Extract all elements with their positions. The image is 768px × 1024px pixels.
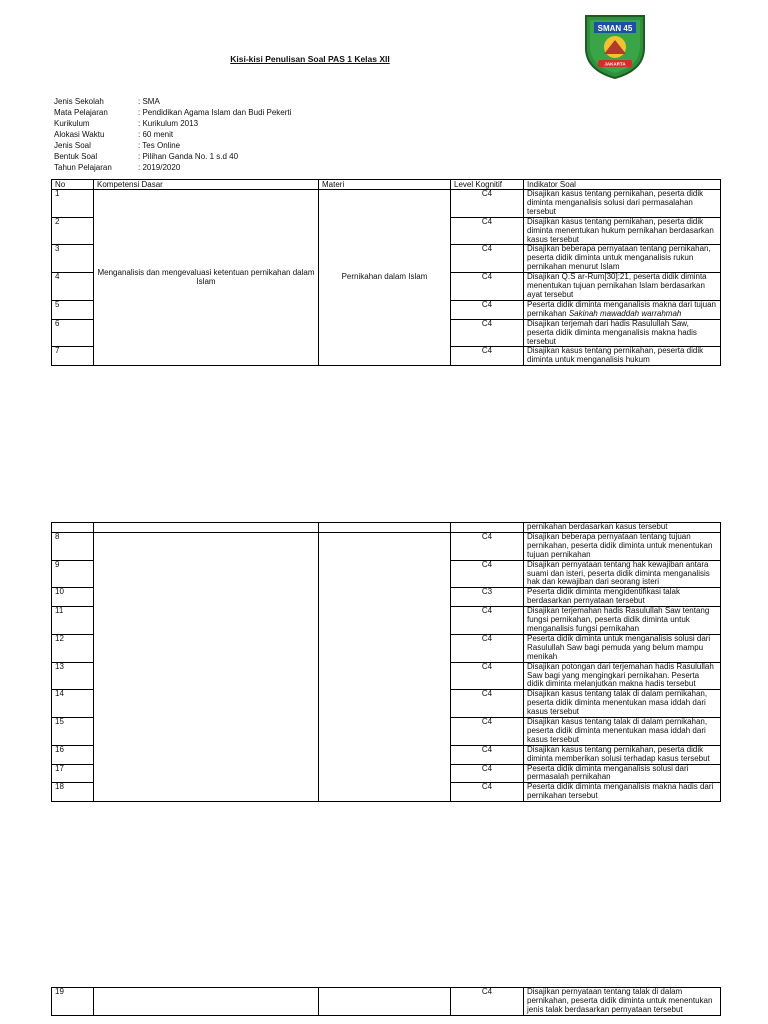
cell-no: 9 bbox=[52, 560, 94, 588]
cell-indikator: Disajikan pernyataan tentang talak di dalam pernikahan, peserta didik diminta untuk menentukan jenis talak berdasarkan pernyataan tersebut bbox=[524, 988, 721, 1016]
cell-no: 1 bbox=[52, 190, 94, 218]
cell-materi-empty bbox=[319, 532, 451, 801]
cell-no: 14 bbox=[52, 690, 94, 718]
cell-indikator: Peserta didik diminta menganalisis solusi dari permasalah pernikahan bbox=[524, 764, 721, 783]
meta-row bbox=[54, 140, 291, 151]
logo-ribbon-text: JAKARTA bbox=[604, 61, 626, 67]
cell-indikator: Disajikan kasus tentang pernikahan, peserta didik diminta untuk menganalisis hukum bbox=[524, 347, 721, 366]
header-no: No bbox=[52, 180, 94, 190]
cell-no: 18 bbox=[52, 783, 94, 802]
cell-indikator: Disajikan terjemah dari hadis Rasulullah Saw, peserta didik diminta menganalisis makna hadis tersebut bbox=[524, 319, 721, 347]
document-title: Kisi-kisi Penulisan Soal PAS 1 Kelas XII bbox=[230, 54, 390, 64]
table-row bbox=[52, 523, 721, 533]
kisi-kisi-table-part-1 bbox=[51, 179, 721, 366]
cell-materi-empty bbox=[319, 988, 451, 1016]
cell-no: 13 bbox=[52, 662, 94, 690]
logo-text: SMAN 45 bbox=[597, 24, 633, 33]
cell-no: 11 bbox=[52, 607, 94, 635]
cell-materi: Pernikahan dalam Islam bbox=[319, 190, 451, 366]
meta-value: : Tes Online bbox=[138, 141, 181, 150]
cell-indikator: Disajikan terjemahan hadis Rasulullah Saw tentang fungsi pernikahan, peserta didik diminta untuk menganalisis fungsi pernikahan bbox=[524, 607, 721, 635]
cell-kompetensi-dasar: Menganalisis dan mengevaluasi ketentuan pernikahan dalam Islam bbox=[94, 190, 319, 366]
cell-indikator bbox=[524, 300, 721, 319]
cell-level: C4 bbox=[451, 245, 524, 273]
cell-level: C3 bbox=[451, 588, 524, 607]
cell-level: C4 bbox=[451, 532, 524, 560]
cell-indikator: Disajikan kasus tentang pernikahan, peserta didik diminta menentukan hukum pernikahan berdasarkan kasus tersebut bbox=[524, 217, 721, 245]
meta-key: Alokasi Waktu bbox=[54, 130, 105, 139]
cell-level: C4 bbox=[451, 988, 524, 1016]
header-level-kognitif: Level Kognitif bbox=[451, 180, 524, 190]
cell-no: 6 bbox=[52, 319, 94, 347]
meta-row bbox=[54, 107, 291, 118]
cell-kompetensi-dasar-empty bbox=[94, 523, 319, 533]
cell-indikator: Disajikan kasus tentang talak di dalam pernikahan, peserta didik diminta menentukan masa iddah dari kasus tersebut bbox=[524, 718, 721, 746]
meta-row bbox=[54, 118, 291, 129]
meta-value: : 2019/2020 bbox=[138, 163, 181, 172]
cell-indikator: Disajikan kasus tentang pernikahan, peserta didik diminta menganalisis solusi dari permasalahan tersebut bbox=[524, 190, 721, 218]
cell-level bbox=[451, 523, 524, 533]
meta-key: Jenis Sekolah bbox=[54, 97, 104, 106]
cell-indikator: Disajikan kasus tentang talak di dalam pernikahan, peserta didik diminta menentukan masa iddah dari kasus tersebut bbox=[524, 690, 721, 718]
meta-value: : Pendidikan Agama Islam dan Budi Pekerti bbox=[138, 108, 292, 117]
cell-no: 19 bbox=[52, 988, 94, 1016]
cell-level: C4 bbox=[451, 217, 524, 245]
cell-indikator: Disajikan beberapa pernyataan tentang pernikahan, peserta didik diminta untuk menganalisis rukun pernikahan menurut Islam bbox=[524, 245, 721, 273]
cell-indikator: Disajikan Q.S ar-Rum[30]:21, peserta didik diminta menentukan tujuan pernikahan Islam berdasarkan ayat tersebut bbox=[524, 273, 721, 301]
meta-value: : Pilihan Ganda No. 1 s.d 40 bbox=[138, 152, 239, 161]
cell-no: 15 bbox=[52, 718, 94, 746]
cell-level: C4 bbox=[451, 560, 524, 588]
meta-value: : 60 menit bbox=[138, 130, 174, 139]
cell-level: C4 bbox=[451, 764, 524, 783]
cell-no: 3 bbox=[52, 245, 94, 273]
cell-no: 5 bbox=[52, 300, 94, 319]
header-kompetensi-dasar: Kompetensi Dasar bbox=[94, 180, 319, 190]
cell-indikator: Peserta didik diminta mengidentifikasi talak berdasarkan pernyataan tersebut bbox=[524, 588, 721, 607]
cell-level: C4 bbox=[451, 662, 524, 690]
indikator-text: Peserta didik diminta menganalisis makna dari tujuan pernikahan bbox=[527, 299, 716, 318]
cell-level: C4 bbox=[451, 319, 524, 347]
cell-indikator: Disajikan pernyataan tentang hak kewajiban antara suami dan isteri, peserta didik diminta menganalisis hak dan kewajiban dari seorang isteri bbox=[524, 560, 721, 588]
cell-level: C4 bbox=[451, 783, 524, 802]
meta-row bbox=[54, 129, 291, 140]
cell-level: C4 bbox=[451, 607, 524, 635]
indikator-italic-term: Sakinah mawaddah warrahmah bbox=[568, 308, 682, 318]
cell-no: 4 bbox=[52, 273, 94, 301]
header-materi: Materi bbox=[319, 180, 451, 190]
meta-value: : SMA bbox=[138, 97, 160, 106]
cell-no bbox=[52, 523, 94, 533]
meta-key: Kurikulum bbox=[54, 119, 90, 128]
cell-indikator: Disajikan beberapa pernyataan tentang tujuan pernikahan, peserta didik diminta untuk menentukan tujuan pernikahan bbox=[524, 532, 721, 560]
table-row bbox=[52, 988, 721, 1016]
meta-row bbox=[54, 151, 291, 162]
header-indikator-soal: Indikator Soal bbox=[524, 180, 721, 190]
school-logo bbox=[578, 10, 652, 82]
cell-kompetensi-dasar-empty bbox=[94, 988, 319, 1016]
table-header-row bbox=[52, 180, 721, 190]
cell-indikator: Peserta didik diminta menganalisis makna hadis dari pernikahan tersebut bbox=[524, 783, 721, 802]
cell-materi-empty bbox=[319, 523, 451, 533]
cell-indikator: pernikahan berdasarkan kasus tersebut bbox=[524, 523, 721, 533]
cell-indikator: Disajikan potongan dari terjemahan hadis Rasulullah Saw bagi yang mengingkari pernikahan. Peserta didik diminta melanjutkan makna hadis tersebut bbox=[524, 662, 721, 690]
cell-level: C4 bbox=[451, 634, 524, 662]
document-meta bbox=[54, 96, 291, 173]
cell-no: 12 bbox=[52, 634, 94, 662]
cell-level: C4 bbox=[451, 690, 524, 718]
cell-indikator: Disajikan kasus tentang pernikahan, peserta didik diminta memberikan solusi terhadap kasus tersebut bbox=[524, 745, 721, 764]
cell-level: C4 bbox=[451, 718, 524, 746]
meta-key: Mata Pelajaran bbox=[54, 108, 108, 117]
cell-no: 8 bbox=[52, 532, 94, 560]
cell-kompetensi-dasar-empty bbox=[94, 532, 319, 801]
cell-level: C4 bbox=[451, 745, 524, 764]
cell-no: 2 bbox=[52, 217, 94, 245]
table-row bbox=[52, 190, 721, 218]
meta-key: Tahun Pelajaran bbox=[54, 163, 112, 172]
meta-value: : Kurikulum 2013 bbox=[138, 119, 199, 128]
table-row bbox=[52, 532, 721, 560]
kisi-kisi-table-part-3 bbox=[51, 987, 721, 1016]
meta-row bbox=[54, 162, 291, 173]
cell-level: C4 bbox=[451, 347, 524, 366]
cell-level: C4 bbox=[451, 190, 524, 218]
cell-no: 7 bbox=[52, 347, 94, 366]
meta-key: Jenis Soal bbox=[54, 141, 91, 150]
cell-no: 16 bbox=[52, 745, 94, 764]
cell-level: C4 bbox=[451, 273, 524, 301]
cell-no: 10 bbox=[52, 588, 94, 607]
cell-indikator: Peserta didik diminta untuk menganalisis solusi dari Rasulullah Saw bagi pemuda yang belum mampu menikah bbox=[524, 634, 721, 662]
meta-key: Bentuk Soal bbox=[54, 152, 98, 161]
kisi-kisi-table-part-2 bbox=[51, 522, 721, 802]
cell-no: 17 bbox=[52, 764, 94, 783]
cell-level: C4 bbox=[451, 300, 524, 319]
meta-row bbox=[54, 96, 291, 107]
